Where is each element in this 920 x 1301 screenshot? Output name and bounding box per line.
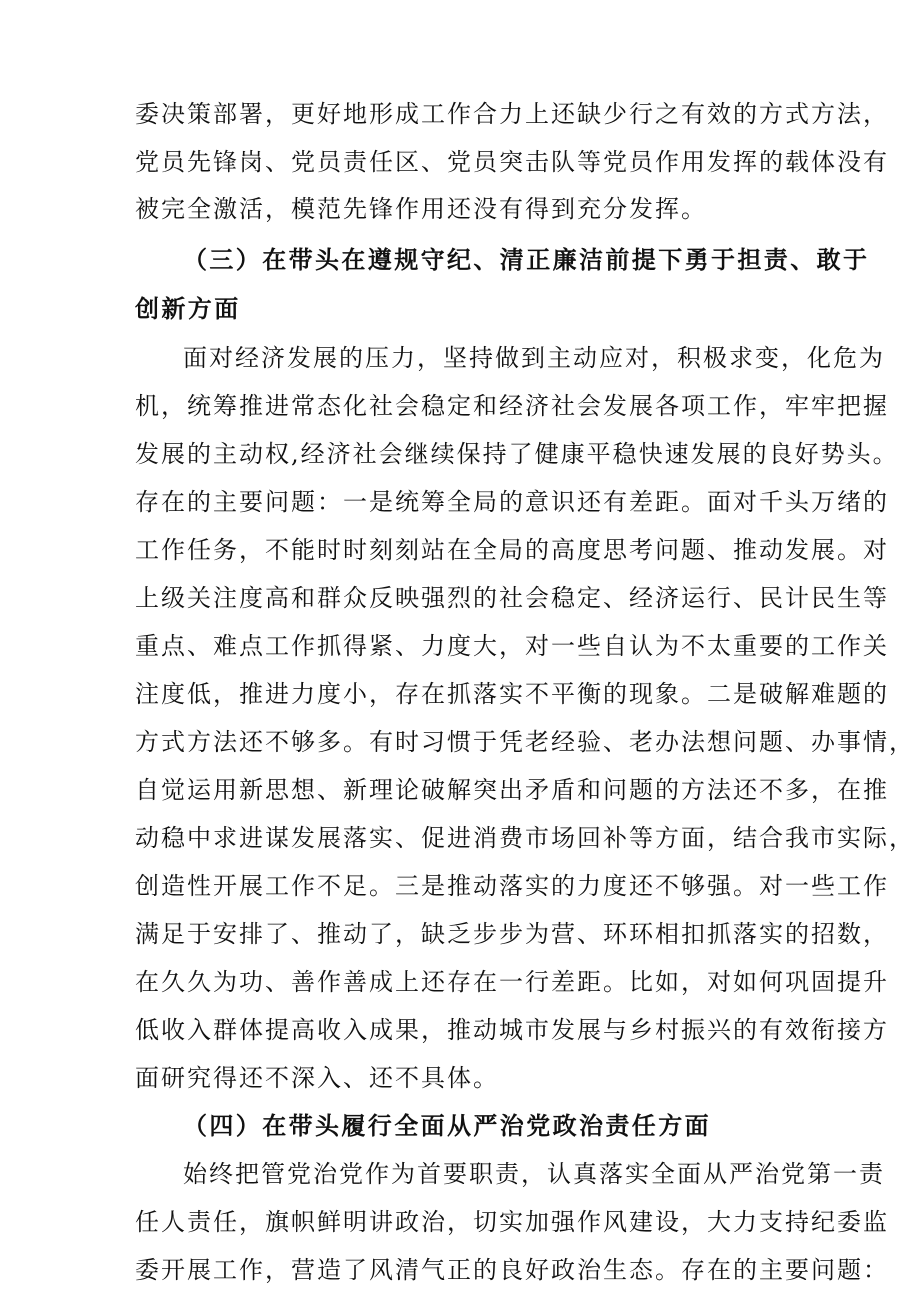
paragraph-line: 在久久为功、善作善成上还存在一行差距。比如，对如何巩固提升 — [135, 968, 889, 996]
paragraph-line: 注度低，推进力度小，存在抓落实不平衡的现象。二是破解难题的 — [135, 680, 889, 708]
paragraph-line: 被完全激活，模范先锋作用还没有得到充分发挥。 — [135, 195, 707, 223]
paragraph-line: 党员先锋岗、党员责任区、党员突击队等党员作用发挥的载体没有 — [135, 148, 889, 176]
paragraph-line: 委开展工作，营造了风清气正的良好政治生态。存在的主要问题： — [135, 1256, 889, 1284]
paragraph-line: 满足于安排了、推动了，缺乏步步为营、环环相扣抓落实的招数， — [135, 920, 889, 948]
section-heading: （四）在带头履行全面从严治党政治责任方面 — [183, 1112, 711, 1140]
paragraph-line: 存在的主要问题：一是统筹全局的意识还有差距。面对千头万绪的 — [135, 488, 889, 516]
paragraph-line: 方式方法还不够多。有时习惯于凭老经验、老办法想问题、办事情， — [135, 728, 915, 756]
paragraph-line: 动稳中求进谋发展落实、促进消费市场回补等方面，结合我市实际， — [135, 824, 915, 852]
paragraph-line: 委决策部署，更好地形成工作合力上还缺少行之有效的方式方法， — [135, 100, 889, 128]
paragraph-line: 发展的主动权,经济社会继续保持了健康平稳快速发展的良好势头。 — [135, 440, 899, 468]
paragraph-line: 工作任务，不能时时刻刻站在全局的高度思考问题、推动发展。对 — [135, 536, 889, 564]
paragraph-line: 机，统筹推进常态化社会稳定和经济社会发展各项工作，牢牢把握 — [135, 392, 889, 420]
section-heading: （三）在带头在遵规守纪、清正廉洁前提下勇于担责、敢于 — [183, 246, 870, 274]
paragraph-line: 面研究得还不深入、还不具体。 — [135, 1064, 499, 1092]
paragraph-line: 重点、难点工作抓得紧、力度大，对一些自认为不太重要的工作关 — [135, 632, 889, 660]
paragraph-line: 上级关注度高和群众反映强烈的社会稳定、经济运行、民计民生等 — [135, 584, 889, 612]
paragraph-line: 任人责任，旗帜鲜明讲政治，切实加强作风建设，大力支持纪委监 — [135, 1208, 889, 1236]
paragraph-line: 创造性开展工作不足。三是推动落实的力度还不够强。对一些工作 — [135, 872, 889, 900]
paragraph-line: 低收入群体提高收入成果，推动城市发展与乡村振兴的有效衔接方 — [135, 1016, 889, 1044]
section-heading: 创新方面 — [135, 295, 241, 323]
paragraph-line: 始终把管党治党作为首要职责，认真落实全面从严治党第一责 — [183, 1160, 885, 1188]
paragraph-line: 自觉运用新思想、新理论破解突出矛盾和问题的方法还不多，在推 — [135, 776, 889, 804]
paragraph-line: 面对经济发展的压力，坚持做到主动应对，积极求变，化危为 — [183, 344, 885, 372]
